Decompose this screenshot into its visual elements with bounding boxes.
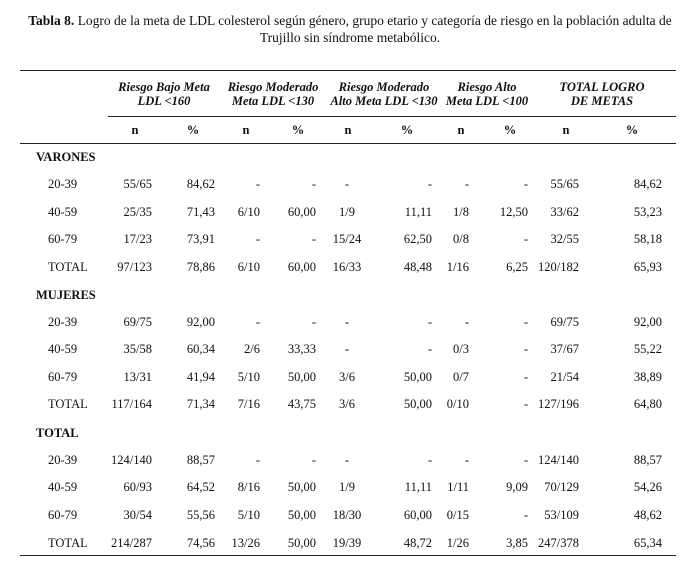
table-cell: - (311, 232, 316, 246)
table-cell: 53/109 (544, 508, 579, 522)
column-group-header-line1: TOTAL LOGRO (559, 80, 645, 94)
table-cell: 124/140 (111, 453, 152, 467)
table-cell: 3,85 (506, 536, 528, 550)
table-cell: - (523, 370, 528, 384)
table-cell: 11,11 (404, 205, 432, 219)
table-cell: 50,00 (287, 370, 316, 384)
table-cell: 54,26 (633, 480, 662, 494)
table-cell: 64,52 (186, 480, 215, 494)
table-cell: 50,00 (403, 370, 432, 384)
table-cell: - (255, 177, 260, 191)
table-cell: 65,93 (633, 260, 662, 274)
table-cell: 70/129 (544, 480, 579, 494)
row-label: 20-39 (48, 177, 78, 191)
table-cell: - (523, 315, 528, 329)
table-cell: - (427, 177, 432, 191)
table-cell: 55,22 (633, 342, 662, 356)
row-label: TOTAL (48, 260, 88, 274)
table-cell: 60,34 (186, 342, 215, 356)
table-cell: 0/8 (453, 232, 469, 246)
table-cell: 15/24 (332, 232, 362, 246)
column-group-header-line1: Riesgo Alto (457, 80, 517, 94)
table-cell: 55/65 (123, 177, 152, 191)
table-cell: 50,00 (287, 480, 316, 494)
table-cell: 71,34 (186, 397, 215, 411)
column-group-header-line2: Meta LDL <100 (445, 94, 529, 108)
table-cell: 60,00 (403, 508, 432, 522)
table-cell: 62,50 (403, 232, 432, 246)
table-cell: 1/16 (446, 260, 469, 274)
row-label: 60-79 (48, 508, 78, 522)
row-label: TOTAL (48, 397, 88, 411)
table-cell: 1/26 (446, 536, 469, 550)
table-cell: 60,00 (287, 205, 316, 219)
table-cell: 3/6 (339, 397, 355, 411)
table-cell: 0/15 (446, 508, 469, 522)
table-cell: - (311, 177, 316, 191)
table-cell: 6/10 (237, 260, 260, 274)
subheader-cell: % (291, 123, 305, 137)
table-cell: 6/10 (237, 205, 260, 219)
table-cell: 0/7 (453, 370, 469, 384)
table-cell: 247/378 (538, 536, 579, 550)
caption-text: Logro de la meta de LDL colesterol según género, grupo etario y categoría de riesgo en la población adulta de Trujillo sin síndrome metabólico. (74, 13, 672, 45)
table-cell: - (255, 232, 260, 246)
table-cell: 30/54 (123, 508, 152, 522)
table-cell: - (255, 453, 260, 467)
table-cell: - (523, 508, 528, 522)
table-cell: 41,94 (186, 370, 215, 384)
table-cell: 5/10 (237, 508, 260, 522)
table-cell: - (523, 397, 528, 411)
rule-top (20, 70, 676, 71)
table-cell: 65,34 (633, 536, 662, 550)
table-cell: 19/39 (332, 536, 362, 550)
table-cell: 0/3 (453, 342, 469, 356)
table-cell: 2/6 (244, 342, 260, 356)
table-cell: - (311, 315, 316, 329)
table-cell: 60,00 (287, 260, 316, 274)
table-cell: - (344, 315, 350, 329)
row-label: 40-59 (48, 205, 78, 219)
table-cell: 69/75 (550, 315, 579, 329)
table-cell: 8/16 (237, 480, 260, 494)
table-cell: - (344, 342, 350, 356)
table-cell: 7/16 (237, 397, 260, 411)
table-cell: 50,00 (287, 536, 316, 550)
column-group-header-line2: Meta LDL <130 (231, 94, 315, 108)
column-group-header-line1: Riesgo Moderado (338, 80, 430, 94)
table-cell: 48,72 (403, 536, 432, 550)
column-group-header-line1: Riesgo Moderado (227, 80, 319, 94)
table-cell: 92,00 (633, 315, 662, 329)
table-cell: 37/67 (550, 342, 579, 356)
subheader-cell: % (503, 123, 517, 137)
table-cell: - (427, 315, 432, 329)
subheader-cell: % (625, 123, 639, 137)
table-cell: - (523, 342, 528, 356)
column-group-header-line1: Riesgo Bajo Meta (118, 80, 210, 94)
column-group-header-line2: DE METAS (570, 94, 634, 108)
table-cell: 71,43 (186, 205, 215, 219)
row-label: 40-59 (48, 480, 78, 494)
table-cell: - (523, 177, 528, 191)
table-cell: 9,09 (506, 480, 528, 494)
table-cell: - (523, 453, 528, 467)
table-cell: 88,57 (186, 453, 215, 467)
column-group-header-line2: LDL <160 (137, 94, 191, 108)
table-cell: - (464, 453, 469, 467)
table-cell: 32/55 (550, 232, 579, 246)
table-cell: 43,75 (287, 397, 316, 411)
subheader-cell: n (457, 123, 465, 137)
table-cell: 55,56 (186, 508, 215, 522)
subheader-cell: n (562, 123, 570, 137)
table-cell: 1/11 (447, 480, 469, 494)
row-label: 60-79 (48, 370, 78, 384)
table-cell: 58,18 (633, 232, 662, 246)
table-cell: 48,48 (403, 260, 432, 274)
table-cell: 53,23 (633, 205, 662, 219)
column-group-header-line2: Alto Meta LDL <130 (330, 94, 438, 108)
table-cell: 127/196 (538, 397, 579, 411)
table-cell: - (427, 453, 432, 467)
row-label: 40-59 (48, 342, 78, 356)
table-cell: - (427, 342, 432, 356)
table-cell: - (464, 315, 469, 329)
table-cell: 12,50 (499, 205, 528, 219)
table-cell: 25/35 (123, 205, 152, 219)
subheader-cell: n (344, 123, 352, 137)
row-label: 60-79 (48, 232, 78, 246)
table-cell: 3/6 (339, 370, 355, 384)
table-cell: 214/287 (111, 536, 152, 550)
table-cell: 50,00 (287, 508, 316, 522)
table-cell: 1/8 (453, 205, 469, 219)
table-cell: 84,62 (186, 177, 215, 191)
table-cell: 33,33 (287, 342, 316, 356)
table-cell: 48,62 (633, 508, 662, 522)
row-label: 20-39 (48, 453, 78, 467)
subheader-cell: % (400, 123, 414, 137)
table-cell: - (311, 453, 316, 467)
table-cell: 64,80 (633, 397, 662, 411)
table-cell: - (344, 453, 350, 467)
row-label: 20-39 (48, 315, 78, 329)
rule-bottom (20, 555, 676, 556)
table-cell: 1/9 (339, 480, 355, 494)
section-title: VARONES (36, 150, 96, 164)
table-caption (12, 12, 688, 46)
subheader-cell: % (186, 123, 200, 137)
rule-header-bottom (20, 143, 676, 144)
table-cell: 120/182 (538, 260, 579, 274)
table-cell: 84,62 (633, 177, 662, 191)
section-title: MUJERES (36, 288, 96, 302)
table-cell: 13/31 (123, 370, 152, 384)
table-cell: 97/123 (117, 260, 152, 274)
column-group-header (446, 80, 528, 108)
column-group-header (330, 80, 437, 108)
table-cell: 0/10 (446, 397, 469, 411)
rule-subheader (108, 116, 676, 117)
table-cell: 18/30 (332, 508, 362, 522)
table-cell: 69/75 (123, 315, 152, 329)
subheader-cell: n (131, 123, 139, 137)
table-cell: 1/9 (339, 205, 355, 219)
table-cell: 73,91 (186, 232, 215, 246)
table-cell: - (523, 232, 528, 246)
table-cell: 6,25 (506, 260, 528, 274)
table-cell: 117/164 (111, 397, 152, 411)
table-cell: 16/33 (332, 260, 362, 274)
table-cell: 50,00 (403, 397, 432, 411)
table-cell: - (464, 177, 469, 191)
table-cell: 33/62 (550, 205, 579, 219)
table-cell: 38,89 (633, 370, 662, 384)
table-cell: 78,86 (186, 260, 215, 274)
subheader-cell: n (242, 123, 250, 137)
table-cell: 11,11 (404, 480, 432, 494)
table-cell: 35/58 (123, 342, 152, 356)
column-group-header (559, 80, 644, 108)
section-title: TOTAL (36, 426, 79, 440)
table-cell: - (255, 315, 260, 329)
caption-label: Tabla 8. (28, 13, 75, 28)
table-cell: 60/93 (123, 480, 152, 494)
column-group-header (118, 80, 210, 108)
table-cell: 74,56 (186, 536, 215, 550)
column-group-header (228, 80, 319, 108)
table-cell: 92,00 (186, 315, 215, 329)
table-cell: 88,57 (633, 453, 662, 467)
table-cell: 17/23 (123, 232, 152, 246)
table-cell: - (344, 177, 350, 191)
table-cell: 55/65 (550, 177, 579, 191)
row-label: TOTAL (48, 536, 88, 550)
table-cell: 124/140 (538, 453, 579, 467)
table-cell: 13/26 (231, 536, 260, 550)
table-cell: 5/10 (237, 370, 260, 384)
table-cell: 21/54 (550, 370, 579, 384)
